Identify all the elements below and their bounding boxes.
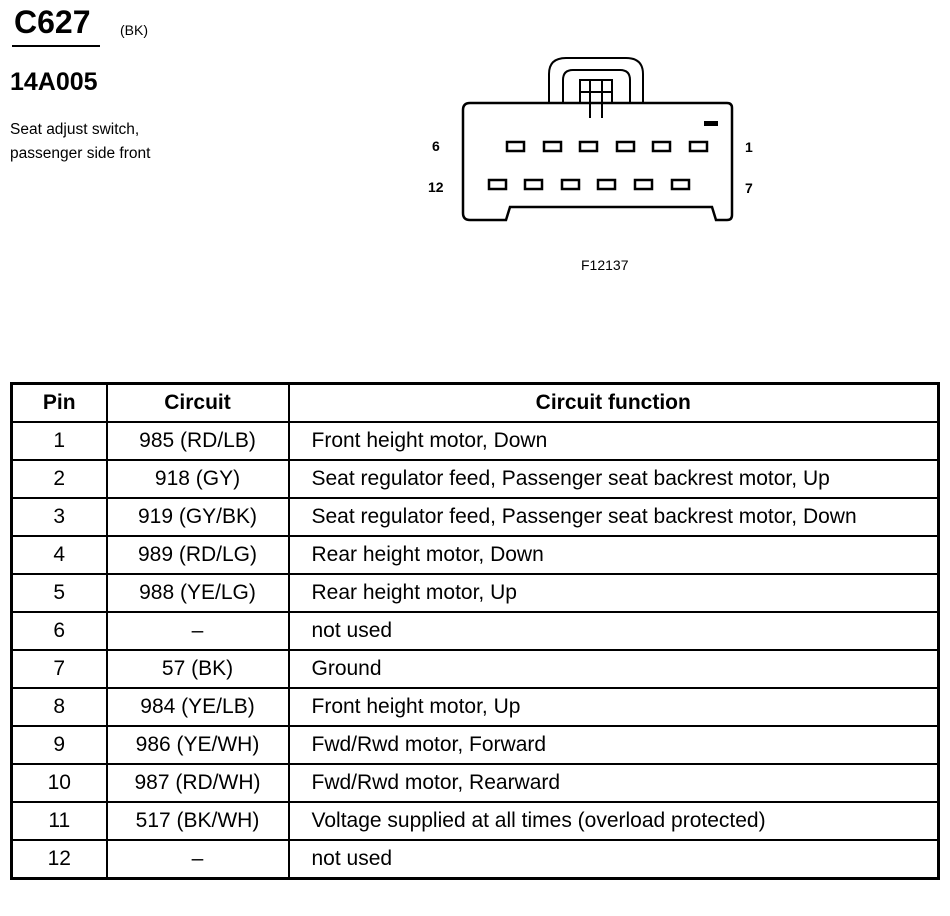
cell-pin: 9 — [12, 726, 107, 764]
pin-label-top-right: 1 — [745, 139, 753, 155]
pin-label-bottom-right: 7 — [745, 180, 753, 196]
polarization-mark — [704, 121, 718, 126]
connector-id: C627 — [14, 4, 91, 40]
terminal-cavity — [672, 180, 689, 189]
cell-function: Front height motor, Down — [289, 422, 939, 460]
cell-function: Rear height motor, Up — [289, 574, 939, 612]
cell-circuit: 988 (YE/LG) — [107, 574, 289, 612]
cell-function: Voltage supplied at all times (overload protected) — [289, 802, 939, 840]
cell-function: Seat regulator feed, Passenger seat backrest motor, Up — [289, 460, 939, 498]
column-header-function: Circuit function — [289, 384, 939, 423]
cell-pin: 4 — [12, 536, 107, 574]
terminal-cavity — [653, 142, 670, 151]
cell-circuit: 918 (GY) — [107, 460, 289, 498]
table-row — [12, 460, 939, 498]
terminal-cavity — [580, 142, 597, 151]
terminal-row-bottom — [489, 180, 689, 189]
description-line-1: Seat adjust switch, — [10, 121, 140, 138]
terminal-cavity — [690, 142, 707, 151]
cell-function: Ground — [289, 650, 939, 688]
cell-pin: 6 — [12, 612, 107, 650]
cell-pin: 10 — [12, 764, 107, 802]
terminal-row-top — [507, 142, 707, 151]
terminal-cavity — [525, 180, 542, 189]
table-row — [12, 574, 939, 612]
terminal-cavity — [489, 180, 506, 189]
column-header-circuit: Circuit — [107, 384, 289, 423]
terminal-cavity — [635, 180, 652, 189]
pinout-table — [10, 382, 940, 880]
cell-pin: 3 — [12, 498, 107, 536]
cell-pin: 11 — [12, 802, 107, 840]
table-row — [12, 612, 939, 650]
cell-function: not used — [289, 840, 939, 879]
connector-latch-inner — [563, 70, 630, 103]
cell-pin: 12 — [12, 840, 107, 879]
table-row — [12, 422, 939, 460]
description-line-2: passenger side front — [10, 145, 151, 162]
figure-id: F12137 — [581, 257, 629, 273]
terminal-cavity — [562, 180, 579, 189]
table-row — [12, 764, 939, 802]
terminal-cavity — [507, 142, 524, 151]
cell-circuit: 985 (RD/LB) — [107, 422, 289, 460]
cell-circuit: 984 (YE/LB) — [107, 688, 289, 726]
cell-pin: 8 — [12, 688, 107, 726]
cell-function: Front height motor, Up — [289, 688, 939, 726]
cell-function: Fwd/Rwd motor, Forward — [289, 726, 939, 764]
cell-function: Rear height motor, Down — [289, 536, 939, 574]
cell-function: not used — [289, 612, 939, 650]
cell-circuit: 989 (RD/LG) — [107, 536, 289, 574]
connector-color: (BK) — [120, 22, 148, 38]
cell-function: Seat regulator feed, Passenger seat backrest motor, Down — [289, 498, 939, 536]
table-row — [12, 650, 939, 688]
cell-circuit: 987 (RD/WH) — [107, 764, 289, 802]
cell-pin: 7 — [12, 650, 107, 688]
terminal-cavity — [598, 180, 615, 189]
cell-function: Fwd/Rwd motor, Rearward — [289, 764, 939, 802]
cell-circuit: 986 (YE/WH) — [107, 726, 289, 764]
table-row — [12, 726, 939, 764]
table-header-row — [12, 384, 939, 423]
table-row — [12, 498, 939, 536]
terminal-cavity — [544, 142, 561, 151]
cell-circuit: 517 (BK/WH) — [107, 802, 289, 840]
pin-label-top-left: 6 — [432, 138, 440, 154]
table-row — [12, 840, 939, 879]
cell-pin: 2 — [12, 460, 107, 498]
connector-body — [463, 103, 732, 220]
part-number: 14A005 — [10, 68, 98, 96]
connector-face-diagram — [0, 0, 950, 300]
table-row — [12, 688, 939, 726]
pinout-table-body — [12, 422, 939, 879]
table-row — [12, 802, 939, 840]
cell-pin: 1 — [12, 422, 107, 460]
column-header-pin: Pin — [12, 384, 107, 423]
cell-circuit: – — [107, 612, 289, 650]
cell-circuit: – — [107, 840, 289, 879]
cell-pin: 5 — [12, 574, 107, 612]
cell-circuit: 57 (BK) — [107, 650, 289, 688]
cell-circuit: 919 (GY/BK) — [107, 498, 289, 536]
pin-label-bottom-left: 12 — [428, 179, 444, 195]
table-row — [12, 536, 939, 574]
terminal-cavity — [617, 142, 634, 151]
